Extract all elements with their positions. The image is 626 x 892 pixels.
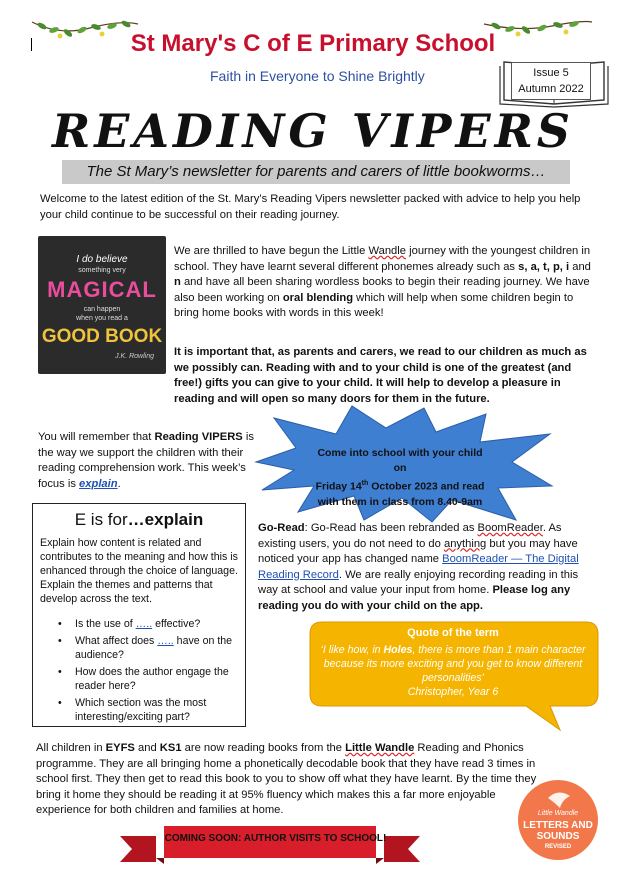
school-motto: Faith in Everyone to Shine Brightly [210,68,425,84]
issue-number: Issue 5 [533,67,569,79]
p1-text-e: which will help when some children begin to bring home books with words in this week! [174,291,574,319]
poster-line-1: I do believe [76,254,128,265]
read-together-paragraph: It is important that, as parents and carers, we read to our children as much as we possibly can. Reading with and to your child is one of the greatest (and free!) gifts you can give to your child. It will help to develop a pleasure in reading and will open so many doors for them in the future. [174,346,587,405]
p1-blending: oral blending [282,291,354,304]
p1-text-a: We are thrilled to have begun the Little [174,245,369,257]
quote-text [318,643,588,685]
goread-anything: anything [443,537,487,550]
eyfs-text-b: and [134,742,160,754]
burst-line-2 [312,476,488,495]
explain-question-1 [58,617,244,631]
p1-letter-n: n [174,276,181,288]
quote-title: Quote of the term [407,627,499,639]
explain-question-2 [58,634,244,662]
vipers-text-c: . [117,477,121,490]
vipers-paragraph [38,430,256,492]
intro-paragraph: Welcome to the latest edition of the St. Mary’s Reading Vipers newsletter packed with advice to help you help your child continue to be successful on their reading journey. [40,193,581,221]
boomreader-link[interactable]: BoomReader — The Digital Reading Record [258,553,579,581]
goread-text-d: . We are really enjoying recording reading in this way at school and value your input from home. [258,568,579,596]
q2-c: have on the audience? [75,635,233,661]
q2-a: What affect does [75,635,158,647]
masthead-title: READING VIPERS [51,104,575,158]
eyfs-text-d: Reading and Phonics programme. They are all bringing home a phonetically decodable book that they have read 3 times in school first. They then get to read this book to you to show off what they have learnt. By the time they bring it home they should be reading it at 95% fluency which makes this a far more enjoyable experience for both children and families at home. [36,742,537,816]
little-wandle-bold: Little Wandle [345,742,415,754]
goread-bold: Please log any reading you do with your child on the app. [258,584,571,612]
poster-line-3: MAGICAL [47,277,157,302]
vipers-text-a: You will remember that [38,431,155,443]
goread-text-c: but you may have noticed your app has changed name [258,537,578,565]
explain-title [32,510,246,530]
poster-line-6: GOOD BOOK [41,326,163,347]
explain-title-b: …explain [127,510,204,529]
goread-boomreader: BoomReader [477,522,543,534]
q1-a: Is the use of [75,618,136,630]
burst-line-2-a: Friday 14 [315,480,362,493]
school-name: St Mary's C of E Primary School [130,30,496,57]
goread-text-a: : Go-Read has been rebranded as [304,522,478,534]
q1-c: effective? [152,618,201,630]
explain-question-4: • Which section was the most interesting/exciting part? [58,696,244,724]
quote-holes: Holes [383,644,413,656]
explain-questions [58,617,244,727]
poster-line-5: when you read a [76,315,128,322]
issue-term: Autumn 2022 [518,83,584,95]
logo-line-3: REVISED [544,844,572,850]
quote-text-a: ‘I like how, in [320,644,384,656]
goread-paragraph [258,521,598,614]
burst-line-3: with them in class from 8.40-9am [317,495,483,508]
eyfs-text-a: All children in [36,742,106,754]
eyfs-paragraph [36,741,548,819]
little-wandle-paragraph [174,244,594,322]
vipers-bold: Reading VIPERS [154,431,243,443]
q2-blank: ….. [157,635,174,647]
p1-text-b: journey with the youngest children in school. They have learnt several different phonemes already such as [174,245,591,273]
ks1-bold: KS1 [159,742,182,754]
vipers-text-b: is the way we support the children with their reading comprehension work. This week’s focus is [38,431,254,490]
burst-line-2-sup: th [361,480,369,487]
good-book-poster [38,236,166,374]
quote-author: Christopher, Year 6 [407,686,499,698]
ribbon-banner [120,822,420,866]
visit-invitation [312,446,488,510]
explain-title-a: E is for [74,510,128,529]
quote-body [318,643,588,699]
logo-line-2: LETTERS AND SOUNDS [523,820,593,842]
p1-letters: s, a, t, p, i [518,260,570,273]
goread-text-b: . As existing users, you do not need to do [258,522,562,550]
burst-line-1: Come into school with your child on [317,447,483,474]
goread-label: Go-Read [258,522,305,534]
p1-wandle: Wandle [368,245,406,257]
issue-box [511,62,591,100]
eyfs-text-c: are now reading books from the [181,742,346,754]
p1-text-d: and have all been sharing wordless books to begin their reading journey. We have also been working on [174,276,590,304]
quote-text-b: , there is more than 1 main character because its more exciting and you get to know different personalities’ [323,644,586,684]
p1-text-c: and [569,260,591,273]
explain-question-3: • How does the author engage the reader here? [58,665,244,693]
burst-line-2-b: October 2023 and read [368,480,485,493]
banner-text: COMING SOON: AUTHOR VISITS TO SCHOOL! [164,833,387,844]
tagline: The St Mary’s newsletter for parents and carers of little bookworms… [86,163,546,180]
poster-line-4: can happen [83,306,121,313]
poster-line-2: something very [78,267,126,274]
poster-line-7: J.K. Rowling [115,353,154,360]
logo-line-1: Little Wandle [537,810,579,817]
eyfs-bold: EYFS [105,742,135,754]
q1-blank: ….. [135,618,153,630]
vipers-focus-link[interactable]: explain [79,477,118,490]
explain-description: Explain how content is related and contributes to the meaning and how this is enhanced through the choice of language. Explain the themes and patterns that develop across the text. [40,537,238,605]
